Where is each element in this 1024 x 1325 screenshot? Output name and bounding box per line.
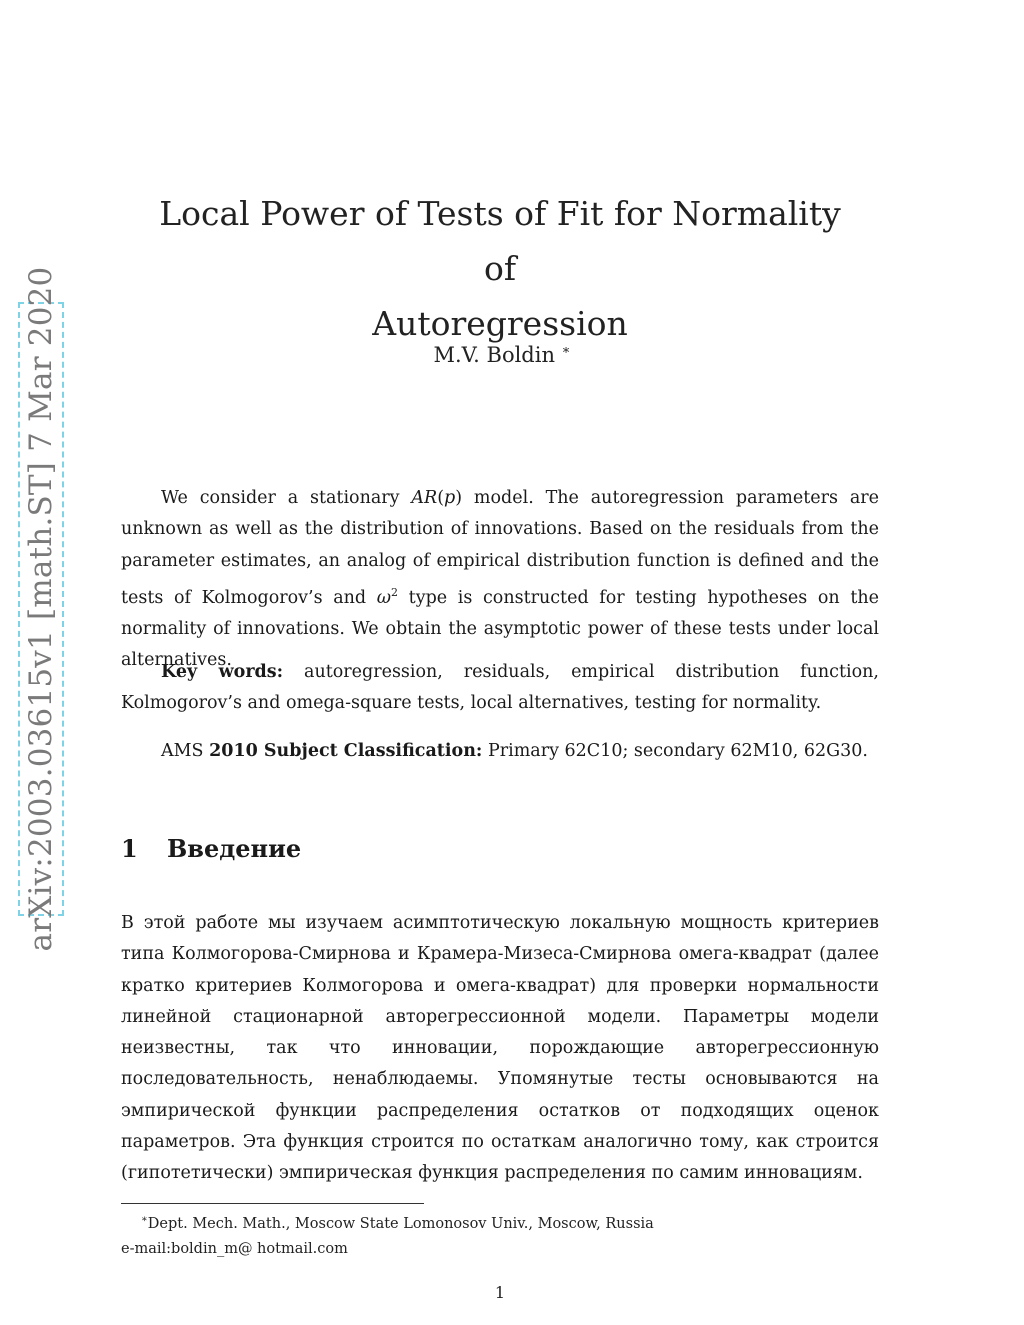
ams-classification	[121, 736, 879, 767]
arxiv-stamp	[18, 266, 64, 952]
intro-paragraph: В этой работе мы изучаем асимптотическую локальную мощность критериев типа Колмогорова-Смирнова и Крамера-Мизеса-Смирнова омега-квадрат (далее кратко критериев Колмогорова и омега-квадрат) для проверки нормальности линейной стационарной авторегрессионной модели. Параметры модели неизвестны, так что инновации, порождающие авторегрессионную последовательность, ненаблюдаемы. Упомянутые тесты основываются на эмпирической функции распределения остатков от подходящих оценок параметров. Эта функция строится по остаткам аналогично тому, как строится (гипотетически) эмпирическая функция распределения по самим инновациям.	[121, 913, 879, 1184]
abstract-part1: We consider a stationary	[161, 488, 412, 508]
paper-title-line1: Local Power of Tests of Fit for Normality of	[159, 194, 841, 288]
section-heading	[121, 834, 301, 863]
abstract-ar-close: )	[455, 488, 463, 508]
section-number: 1	[121, 834, 138, 863]
author-name: M.V. Boldin	[433, 343, 562, 367]
ams-label: 2010 Subject Classification:	[209, 741, 483, 761]
footnote-rule	[121, 1203, 424, 1204]
keywords	[121, 657, 879, 720]
paper-title	[150, 186, 850, 351]
footnote-mark: ∗	[141, 1214, 148, 1225]
abstract-ar-p: p	[444, 488, 456, 508]
arxiv-stamp-text: arXiv:2003.03615v1 [math.ST] 7 Mar 2020	[23, 266, 59, 952]
author-footnote-mark: ∗	[561, 343, 571, 358]
keywords-label: Key words:	[161, 662, 284, 682]
abstract-part3: type is constructed for testing hypotheses on the normality of innovations. We obtain the asymptotic power of these tests under local alternatives.	[121, 587, 879, 671]
abstract-ar-model: AR	[411, 488, 438, 508]
author	[0, 343, 1004, 367]
footnote-affiliation: Dept. Mech. Math., Moscow State Lomonosov Univ., Moscow, Russia	[147, 1215, 654, 1232]
footnote-email: e-mail:boldin_m@ hotmail.com	[121, 1240, 348, 1257]
abstract-ar-open: (	[437, 488, 445, 508]
paper-title-line2: Autoregression	[372, 304, 628, 343]
abstract	[121, 483, 879, 677]
footnote-affiliation-line	[121, 1207, 881, 1237]
abstract-omega: $\omega^2$	[376, 585, 399, 608]
ams-text: Primary 62C10; secondary 62M10, 62G30.	[482, 741, 868, 761]
page-number: 1	[494, 1283, 506, 1302]
abstract-part2: model. The autoregression parameters are unknown as well as the distribution of innovations. Based on the residuals from the parameter estimates, an analog of empirical distribution function is defined and the tests of Kolmogorov’s and	[121, 488, 879, 608]
section-title: Введение	[167, 834, 302, 863]
footnote	[121, 1207, 881, 1262]
keywords-text: autoregression, residuals, empirical distribution function, Kolmogorov’s and omega-square tests, local alternatives, testing for normality.	[121, 662, 879, 714]
abstract-omega-exp: 2	[391, 585, 399, 599]
ams-prefix: AMS	[161, 741, 210, 761]
